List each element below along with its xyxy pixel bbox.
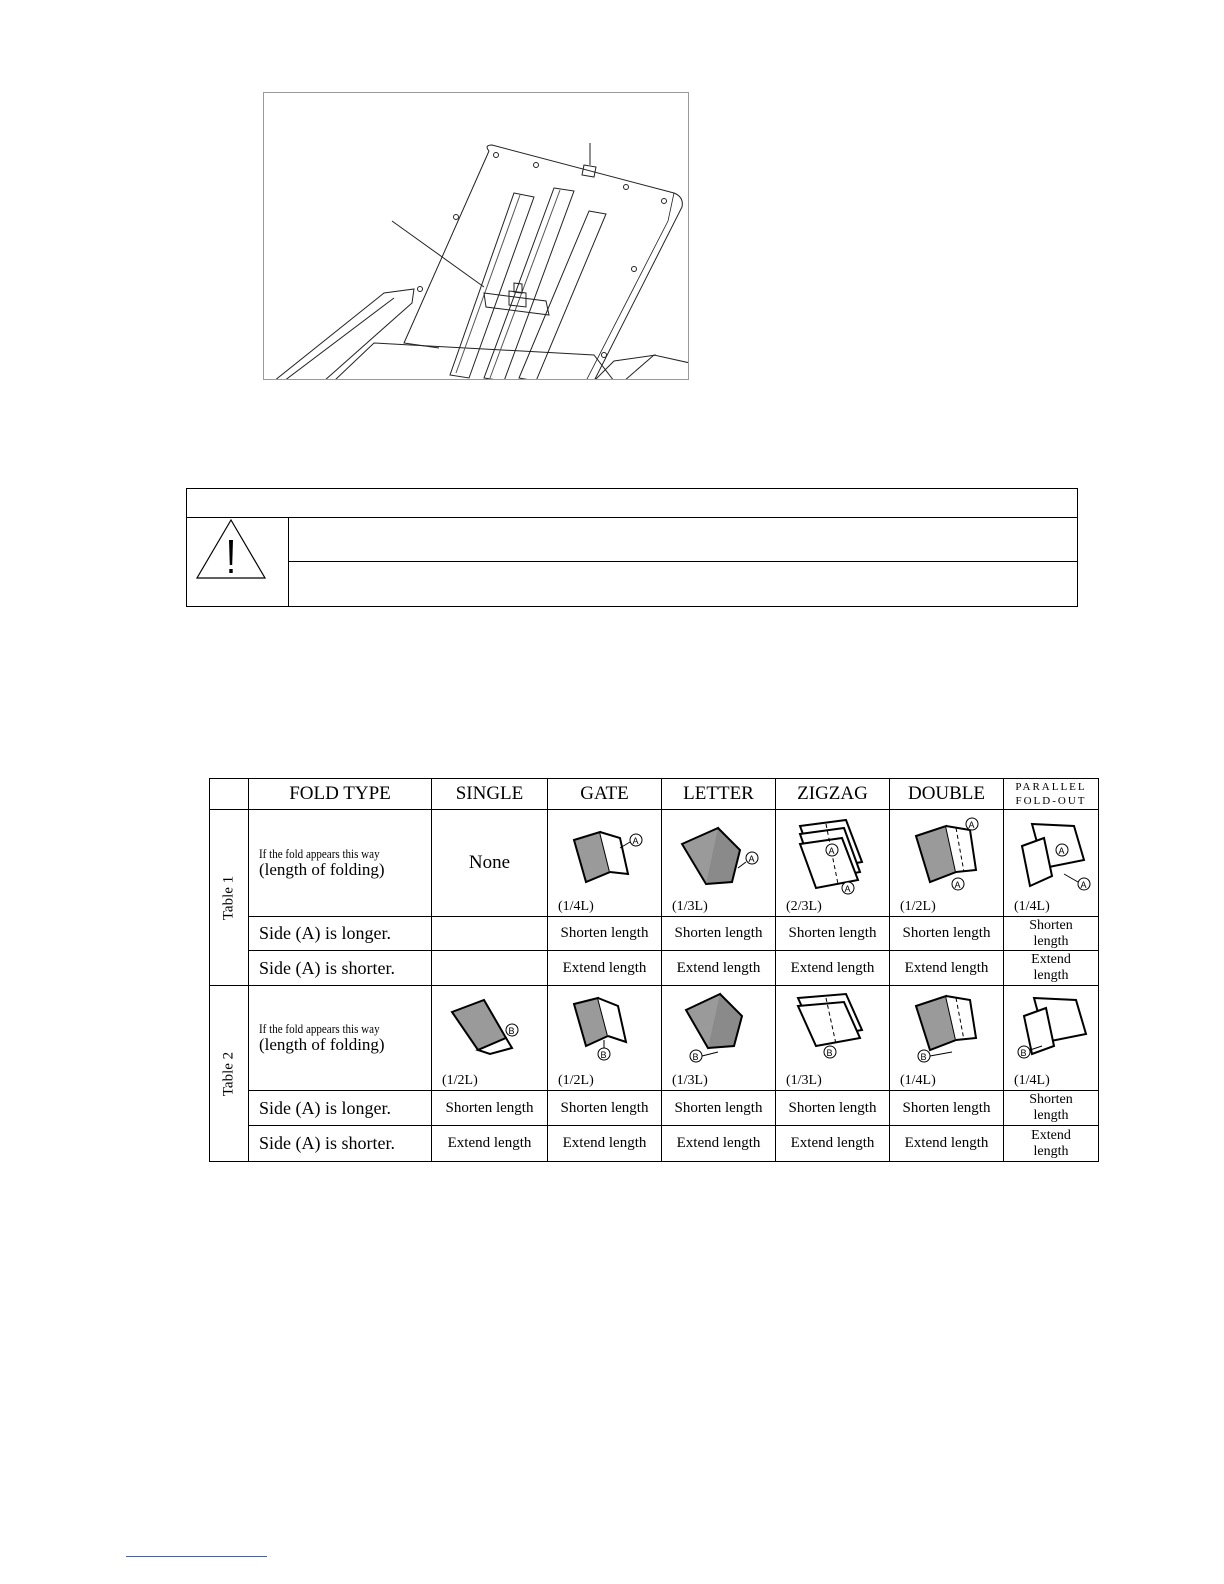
table1-label: Table 1 [220, 875, 237, 920]
table2-longer-single: Shorten length [432, 1091, 548, 1126]
svg-text:A: A [632, 836, 639, 846]
table2-longer-label: Side (A) is longer. [249, 1091, 432, 1126]
table2-gate-diagram [548, 986, 662, 1091]
table2-longer-letter: Shorten length [662, 1091, 776, 1126]
header-parallel-line2: FOLD-OUT [1015, 795, 1087, 807]
caution-header [187, 489, 1077, 518]
header-gate: GATE [548, 779, 662, 810]
header-row [210, 779, 1099, 810]
table2-shorter-single: Extend length [432, 1126, 548, 1162]
corner-cell [210, 779, 249, 810]
svg-text:B: B [826, 1048, 833, 1058]
table2-longer-zigzag: Shorten length [776, 1091, 890, 1126]
table2-shorter-parallel [1004, 1126, 1099, 1162]
svg-text:A: A [968, 820, 975, 830]
table1-longer-letter: Shorten length [662, 917, 776, 951]
table2-shorter-parallel-l1: Extend [1031, 1127, 1071, 1143]
table1-parallel-diagram [1004, 810, 1099, 917]
table2-gate-ratio: (1/2L) [558, 1073, 594, 1088]
table2-shorter-zigzag: Extend length [776, 1126, 890, 1162]
table1-longer-parallel-l1: Shorten [1029, 917, 1073, 933]
table2-shorter-row [210, 1126, 1099, 1162]
feed-tray-drawing [264, 93, 689, 380]
table1-shorter-parallel-l2: length [1033, 968, 1069, 983]
table1-shorter-double: Extend length [890, 951, 1004, 986]
table2-longer-double: Shorten length [890, 1091, 1004, 1126]
header-double: DOUBLE [890, 779, 1004, 810]
caution-box [186, 488, 1078, 607]
header-single: SINGLE [432, 779, 548, 810]
table1-shorter-zigzag: Extend length [776, 951, 890, 986]
table1-shorter-row [210, 951, 1099, 986]
table1-longer-parallel [1004, 917, 1099, 951]
svg-text:A: A [828, 846, 835, 856]
svg-text:B: B [600, 1050, 607, 1060]
table2-letter-ratio: (1/3L) [672, 1073, 708, 1088]
table2-zigzag-diagram [776, 986, 890, 1091]
caution-icon-cell [187, 518, 289, 606]
fold-adjustment-table [209, 778, 1099, 1162]
table1-longer-parallel-l2: length [1033, 933, 1069, 949]
table2-shorter-gate: Extend length [548, 1126, 662, 1162]
table1-shorter-parallel [1004, 951, 1099, 986]
table1-zigzag-ratio: (2/3L) [786, 899, 822, 914]
table1-zigzag-diagram [776, 810, 890, 917]
table1-shorter-letter: Extend length [662, 951, 776, 986]
table1-description [249, 810, 432, 917]
table1-shorter-parallel-l1: Extend [1031, 952, 1071, 967]
table2-letter-diagram [662, 986, 776, 1091]
table1-shorter-label: Side (A) is shorter. [249, 951, 432, 986]
table1-longer-row [210, 917, 1099, 951]
caution-row-1 [289, 518, 1077, 562]
table1-image-row [210, 810, 1099, 917]
table2-shorter-label: Side (A) is shorter. [249, 1126, 432, 1162]
table2-shorter-letter: Extend length [662, 1126, 776, 1162]
table1-longer-single [432, 917, 548, 951]
table1-letter-diagram [662, 810, 776, 917]
table1-gate-diagram [548, 810, 662, 917]
table2-longer-gate: Shorten length [548, 1091, 662, 1126]
footnote-rule [126, 1556, 267, 1557]
svg-text:B: B [1020, 1048, 1027, 1058]
table2-image-row [210, 986, 1099, 1091]
table2-single-diagram [432, 986, 548, 1091]
table1-desc-big: (length of folding) [259, 860, 385, 879]
table2-longer-parallel-l1: Shorten [1029, 1092, 1073, 1107]
table1-single-none: None [432, 810, 548, 917]
table2-desc-big: (length of folding) [259, 1035, 385, 1054]
table2-zigzag-ratio: (1/3L) [786, 1073, 822, 1088]
table1-letter-ratio: (1/3L) [672, 899, 708, 914]
warning-triangle-icon [187, 518, 287, 606]
table1-longer-label: Side (A) is longer. [249, 917, 432, 951]
table1-shorter-gate: Extend length [548, 951, 662, 986]
table2-parallel-ratio: (1/4L) [1014, 1073, 1050, 1088]
svg-text:A: A [844, 884, 851, 894]
table2-parallel-diagram [1004, 986, 1099, 1091]
svg-text:A: A [1058, 846, 1065, 856]
table1-longer-double: Shorten length [890, 917, 1004, 951]
table1-label-cell [210, 810, 249, 986]
table2-description [249, 986, 432, 1091]
table2-double-ratio: (1/4L) [900, 1073, 936, 1088]
header-parallel-line1: PARALLEL [1015, 781, 1087, 793]
svg-text:B: B [508, 1026, 515, 1036]
header-parallel-fold-out [1004, 779, 1099, 810]
table2-longer-parallel-l2: length [1033, 1108, 1069, 1123]
table2-shorter-parallel-l2: length [1033, 1143, 1069, 1159]
table2-longer-parallel [1004, 1091, 1099, 1126]
table1-gate-ratio: (1/4L) [558, 899, 594, 914]
table1-desc-small: If the fold appears this way [259, 846, 380, 861]
table2-shorter-double: Extend length [890, 1126, 1004, 1162]
table2-label-cell [210, 986, 249, 1162]
svg-text:A: A [1080, 880, 1087, 890]
svg-text:A: A [748, 854, 755, 864]
caution-row-2 [289, 562, 1077, 606]
header-fold-type: FOLD TYPE [249, 779, 432, 810]
table1-longer-zigzag: Shorten length [776, 917, 890, 951]
header-letter: LETTER [662, 779, 776, 810]
table2-label: Table 2 [220, 1051, 237, 1096]
table2-double-diagram [890, 986, 1004, 1091]
table1-shorter-single [432, 951, 548, 986]
table2-desc-small: If the fold appears this way [259, 1021, 380, 1036]
svg-text:B: B [920, 1052, 927, 1062]
table1-double-ratio: (1/2L) [900, 899, 936, 914]
table1-parallel-ratio: (1/4L) [1014, 899, 1050, 914]
table2-single-ratio: (1/2L) [442, 1073, 478, 1088]
table1-double-diagram [890, 810, 1004, 917]
header-zigzag: ZIGZAG [776, 779, 890, 810]
svg-text:A: A [954, 880, 961, 890]
table2-longer-row [210, 1091, 1099, 1126]
feed-tray-illustration [263, 92, 689, 380]
svg-text:B: B [692, 1052, 699, 1062]
table1-longer-gate: Shorten length [548, 917, 662, 951]
